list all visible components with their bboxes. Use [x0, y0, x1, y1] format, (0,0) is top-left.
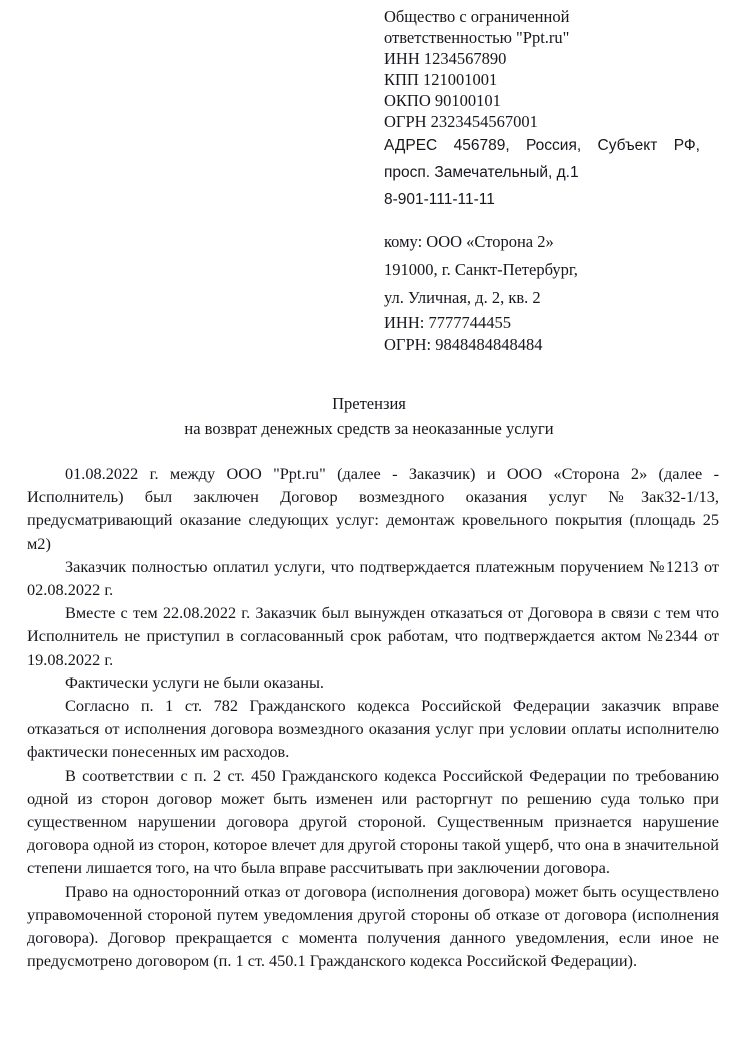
sender-phone: 8-901-111-11-11 — [384, 191, 495, 208]
document-body — [27, 462, 719, 972]
body-paragraph: 01.08.2022 г. между ООО "Ppt.ru" (далее - Заказчик) и ООО «Сторона 2» (далее - Исполнитель) был заключен Договор возмездного оказания услуг №Зак32-1/13, предусматривающий оказание следующих услуг: демонтаж кровельного покрытия (площадь 25 м2) — [27, 464, 719, 553]
sender-ogrn: ОГРН 2323454567001 — [384, 112, 538, 131]
recipient-block — [384, 228, 724, 355]
recipient-postal: 191000, г. Санкт-Петербург, — [384, 260, 578, 279]
recipient-inn: ИНН: 7777744455 — [384, 313, 511, 332]
body-paragraph: Вместе с тем 22.08.2022 г. Заказчик был вынужден отказаться от Договора в связи с тем что Исполнитель не приступил в согласованный срок работам, что подтверждается актом №2344 от 19.08.2022 г. — [27, 603, 719, 669]
sender-inn: ИНН 1234567890 — [384, 49, 507, 68]
recipient-name: кому: ООО «Сторона 2» — [384, 232, 554, 251]
sender-legal-details — [384, 6, 724, 132]
sender-block — [384, 6, 724, 213]
sender-street: просп. Замечательный, д.1 — [384, 164, 579, 181]
sender-company-line-2: ответственностью "Ppt.ru" — [384, 28, 570, 47]
sender-contact-details — [384, 132, 700, 213]
recipient-ogrn: ОГРН: 9848484848484 — [384, 334, 543, 354]
body-paragraph: Заказчик полностью оплатил услуги, что подтверждается платежным поручением №1213 от 02.08.2022 г. — [27, 556, 719, 600]
sender-address: АДРЕС 456789, Россия, Субъект РФ, — [384, 137, 700, 154]
page-subtitle: на возврат денежных средств за неоказанные услуги — [184, 419, 554, 438]
body-paragraph: Фактически услуги не были оказаны. — [65, 672, 324, 692]
recipient-street: ул. Уличная, д. 2, кв. 2 — [384, 288, 541, 307]
sender-okpo: ОКПО 90100101 — [384, 91, 501, 110]
sender-company-line-1: Общество с ограниченной — [384, 7, 570, 26]
body-paragraph: Согласно п. 1 ст. 782 Гражданского кодекса Российской Федерации заказчик вправе отказаться от исполнения договора возмездного оказания услуг при условии оплаты исполнителю фактически понесенных им расходов. — [27, 696, 719, 762]
page-title: Претензия — [332, 394, 406, 413]
body-paragraph: В соответствии с п. 2 ст. 450 Гражданского кодекса Российской Федерации по требованию одной из сторон договор может быть изменен или расторгнут по решению суда только при существенном нарушении договора другой стороной. Существенным признается нарушение договора одной из сторон, которое влечет для другой стороны такой ущерб, что она в значительной степени лишается того, на что была вправе рассчитывать при заключении договора. — [27, 765, 719, 878]
sender-kpp: КПП 121001001 — [384, 70, 498, 89]
body-paragraph: Право на односторонний отказ от договора (исполнения договора) может быть осуществлено управомоченной стороной путем уведомления другой стороны об отказе от договора (исполнения договора). Договор прекращается с момента получения данного уведомления, если иное не предусмотрено договором (п. 1 ст. 450.1 Гражданского кодекса Российской Федерации). — [27, 881, 719, 971]
